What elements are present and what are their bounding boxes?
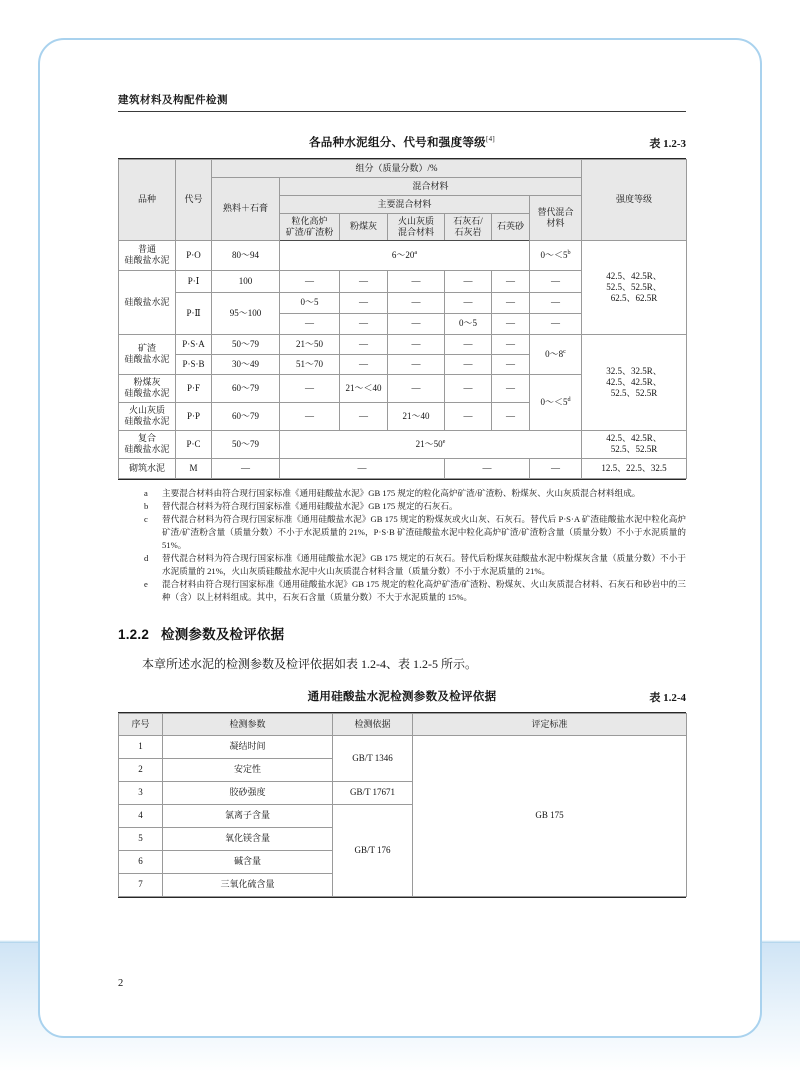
- strength-composite-line2: 52.5、52.5R: [610, 444, 658, 455]
- cell-basis-17671: GB/T 17671: [333, 781, 413, 804]
- cell-clinker-m: —: [212, 458, 280, 478]
- table1-caption-title: [118, 134, 686, 150]
- footnote-c-mark: c: [144, 514, 148, 525]
- cell-code-po: P·O: [176, 240, 212, 270]
- substitute-pfpp-value: 0～＜5: [540, 397, 568, 408]
- th-pozzolan-line2: 混合材料: [397, 226, 434, 237]
- footnote-b: [144, 500, 686, 513]
- footnote-a-text: 主要混合材料由符合现行国家标准《通用硅酸盐水泥》GB 175 规定的粒化高炉矿渣/矿渣粉、粉煤灰、火山灰质混合材料组成。: [162, 487, 641, 498]
- cell-quartz-psa: —: [492, 334, 530, 354]
- running-head: [118, 92, 686, 112]
- th-clinker-gypsum: 熟料＋石膏: [212, 178, 280, 241]
- cell-pozzolan-p2a: —: [388, 292, 445, 313]
- cell-substitute-p1: —: [530, 270, 582, 292]
- page-number: 2: [118, 978, 124, 989]
- table-row: [119, 735, 687, 758]
- variety-flyash-line2: 硅酸盐水泥: [124, 388, 170, 399]
- cell-param-2: 安定性: [163, 758, 333, 781]
- cell-code-psa: P·S·A: [176, 334, 212, 354]
- table2-body: [119, 735, 687, 896]
- th-blending: 混合材料: [280, 178, 582, 196]
- cell-clinker-p2: 95～100: [212, 292, 280, 334]
- cell-strength-composite: [582, 430, 687, 458]
- cell-param-5: 氧化镁含量: [163, 827, 333, 850]
- spacer: [118, 674, 686, 688]
- footnote-e-text: 混合材料由符合现行国家标准《通用硅酸盐水泥》GB 175 规定的粒化高炉矿渣/矿渣粉、粉煤灰、火山灰质混合材料、石灰石和砂岩中的三种（含）以上材料组成。其中，石灰石含量（质量分数）不大于水泥质量的 15%。: [162, 579, 686, 603]
- cell-code-psb: P·S·B: [176, 354, 212, 374]
- cell-code-p2: P·Ⅱ: [176, 292, 212, 334]
- variety-pozzolan-line1: 火山灰质: [128, 405, 165, 416]
- th-serial-no: 序号: [119, 713, 163, 735]
- cell-param-7: 三氧化硫含量: [163, 873, 333, 896]
- cell-standard-gb175: GB 175: [413, 735, 687, 896]
- substitute-pfpp-sup: d: [567, 396, 571, 404]
- merged-main-pc-value: 21～50: [415, 439, 443, 450]
- cell-flyash-pp: —: [340, 402, 388, 430]
- cell-no-6: 6: [119, 850, 163, 873]
- footnote-d-mark: d: [144, 553, 149, 564]
- strength-mid-line3: 52.5、52.5R: [610, 387, 658, 398]
- th-fly-ash: 粉煤灰: [340, 214, 388, 241]
- cell-limestone-p1: —: [445, 270, 492, 292]
- cell-strength-masonry: 12.5、22.5、32.5: [582, 458, 687, 478]
- table1-head: [119, 160, 687, 241]
- cell-merged-main-pc: [280, 430, 582, 458]
- cell-limestone-psb: —: [445, 354, 492, 374]
- th-evaluation-standard: 评定标准: [413, 713, 687, 735]
- cell-code-p1: P·Ⅰ: [176, 270, 212, 292]
- cell-variety-masonry: 砌筑水泥: [119, 458, 176, 478]
- cell-substitute-pf-pp: [530, 374, 582, 430]
- variety-po-line1: 普通: [137, 244, 156, 255]
- cell-flyash-pf: 21～＜40: [340, 374, 388, 402]
- cell-limestone-pp: —: [445, 402, 492, 430]
- th-limestone: [445, 214, 492, 241]
- cell-param-4: 氯离子含量: [163, 804, 333, 827]
- th-limestone-line2: 石灰岩: [454, 226, 482, 237]
- th-main-blending: 主要混合材料: [280, 196, 530, 214]
- cell-code-pc: P·C: [176, 430, 212, 458]
- cell-flyash-p1: —: [340, 270, 388, 292]
- cell-quartz-psb: —: [492, 354, 530, 374]
- cell-quartz-pf: —: [492, 374, 530, 402]
- table-row: [119, 430, 687, 458]
- table-row: [119, 334, 687, 354]
- cell-merged-m-b: —: [445, 458, 530, 478]
- cell-merged-m-c: —: [530, 458, 582, 478]
- merged-main-po-sup: a: [414, 249, 418, 257]
- th-pozzolan: [388, 214, 445, 241]
- cell-substitute-po: [530, 240, 582, 270]
- page-inner: [40, 40, 760, 1036]
- th-slag-line2: 矿渣/矿渣粉: [285, 226, 334, 237]
- table2-caption-title: 通用硅酸盐水泥检测参数及检评依据: [307, 690, 497, 703]
- table2-caption: [118, 688, 686, 710]
- cell-quartz-p2b: —: [492, 313, 530, 334]
- cell-flyash-p2a: —: [340, 292, 388, 313]
- th-strength-grade: 强度等级: [582, 160, 687, 241]
- cell-variety-slag: [119, 334, 176, 374]
- substitute-slag-value: 0～8: [545, 349, 564, 360]
- cell-clinker-po: 80～94: [212, 240, 280, 270]
- strength-mid-line1: 32.5、32.5R、: [606, 365, 662, 376]
- cell-pozzolan-pf: —: [388, 374, 445, 402]
- cell-basis-176: GB/T 176: [333, 804, 413, 896]
- strength-mid-line2: 42.5、42.5R、: [606, 376, 662, 387]
- variety-pozzolan-line2: 硅酸盐水泥: [124, 416, 170, 427]
- cell-quartz-p1: —: [492, 270, 530, 292]
- merged-main-po-value: 6～20: [391, 250, 415, 261]
- cell-slag-pf: —: [280, 374, 340, 402]
- cell-variety-portland: 硅酸盐水泥: [119, 270, 176, 334]
- cell-no-3: 3: [119, 781, 163, 804]
- th-slag-line1: 粒化高炉: [291, 216, 328, 226]
- th-variety: 品种: [119, 160, 176, 241]
- th-code: 代号: [176, 160, 212, 241]
- table1-caption-superscript: [4]: [485, 135, 496, 144]
- th-composition: 组分（质量分数）/%: [212, 160, 582, 178]
- cell-basis-1346: GB/T 1346: [333, 735, 413, 781]
- th-substitute-line2: 材料: [546, 217, 565, 228]
- footnote-d: [144, 552, 686, 578]
- strength-composite-line1: 42.5、42.5R、: [606, 433, 662, 444]
- cell-clinker-pf: 60～79: [212, 374, 280, 402]
- section-number: 1.2.2: [118, 626, 150, 642]
- cell-slag-psa: 21～50: [280, 334, 340, 354]
- footnote-c: [144, 513, 686, 552]
- th-granulated-slag: [280, 214, 340, 241]
- cell-merged-main-po: [280, 240, 530, 270]
- cell-slag-pp: —: [280, 402, 340, 430]
- table1-footnotes: [118, 487, 686, 605]
- footnote-e: [144, 578, 686, 604]
- variety-po-line2: 硅酸盐水泥: [124, 255, 170, 266]
- variety-composite-line1: 复合: [137, 433, 156, 444]
- cell-limestone-p2b: 0～5: [445, 313, 492, 334]
- cell-param-6: 碱含量: [163, 850, 333, 873]
- table2-wrapper: [118, 712, 686, 898]
- running-head-text: 建筑材料及构配件检测: [118, 95, 228, 106]
- table-row: [119, 458, 687, 478]
- footnote-a: [144, 487, 686, 500]
- table1-wrapper: [118, 158, 686, 480]
- cell-merged-m-a: —: [280, 458, 445, 478]
- cell-pozzolan-p1: —: [388, 270, 445, 292]
- variety-slag-line1: 矿渣: [137, 343, 156, 354]
- cell-limestone-psa: —: [445, 334, 492, 354]
- variety-slag-line2: 硅酸盐水泥: [124, 354, 170, 365]
- footnote-c-text: 替代混合材料为符合现行国家标准《通用硅酸盐水泥》GB 175 规定的粉煤灰或火山灰、石灰石。替代后 P·S·A 矿渣硅酸盐水泥中粒化高炉矿渣/矿渣粉含量（质量分数）不小于水泥质量的 21%，P·S·B 矿渣硅酸盐水泥中粒化高炉矿渣/矿渣粉含量（质量分数）不小于水泥质量的 51%。: [162, 514, 686, 551]
- cell-variety-composite: [119, 430, 176, 458]
- footnote-d-text: 替代混合材料为符合现行国家标准《通用硅酸盐水泥》GB 175 规定的石灰石。替代后粉煤灰硅酸盐水泥中粉煤灰含量（质量分数）不小于水泥质量的 21%，火山灰质硅酸盐水泥中火山灰质混合材料含量（质量分数）不小于水泥质量的 21%。: [162, 553, 686, 577]
- cell-slag-psb: 51～70: [280, 354, 340, 374]
- cell-flyash-psa: —: [340, 334, 388, 354]
- cell-no-2: 2: [119, 758, 163, 781]
- th-test-basis: 检测依据: [333, 713, 413, 735]
- footnote-b-mark: b: [144, 501, 149, 511]
- cell-pozzolan-pp: 21～40: [388, 402, 445, 430]
- footnote-e-mark: e: [144, 579, 148, 590]
- cell-limestone-p2a: —: [445, 292, 492, 313]
- table1-caption-title-text: 各品种水泥组分、代号和强度等级: [308, 137, 486, 149]
- cell-no-7: 7: [119, 873, 163, 896]
- table2-head-row: [119, 713, 687, 735]
- cell-param-3: 胶砂强度: [163, 781, 333, 804]
- cell-substitute-slag: [530, 334, 582, 374]
- substitute-slag-sup: c: [563, 348, 566, 356]
- cell-pozzolan-psa: —: [388, 334, 445, 354]
- table-row: [119, 240, 687, 270]
- cell-pozzolan-p2b: —: [388, 313, 445, 334]
- cell-strength-mid: [582, 334, 687, 430]
- th-limestone-line1: 石灰石/: [453, 216, 483, 226]
- cell-quartz-p2a: —: [492, 292, 530, 313]
- section-heading: [118, 623, 686, 643]
- cell-pozzolan-psb: —: [388, 354, 445, 374]
- cell-variety-po: [119, 240, 176, 270]
- cell-no-1: 1: [119, 735, 163, 758]
- footnote-b-text: 替代混合材料为符合现行国家标准《通用硅酸盐水泥》GB 175 规定的石灰石。: [162, 501, 458, 511]
- th-test-parameter: 检测参数: [163, 713, 333, 735]
- cell-clinker-pc: 50～79: [212, 430, 280, 458]
- cell-clinker-p1: 100: [212, 270, 280, 292]
- cell-variety-pozzolan: [119, 402, 176, 430]
- cell-quartz-pp: —: [492, 402, 530, 430]
- th-quartz-sand: 石英砂: [492, 214, 530, 241]
- cell-substitute-p2a: —: [530, 292, 582, 313]
- cell-flyash-psb: —: [340, 354, 388, 374]
- cell-no-5: 5: [119, 827, 163, 850]
- cell-flyash-p2b: —: [340, 313, 388, 334]
- table1-head-row-1: [119, 160, 687, 178]
- cell-clinker-psa: 50～79: [212, 334, 280, 354]
- page-content: [118, 134, 686, 898]
- cell-no-4: 4: [119, 804, 163, 827]
- variety-flyash-line1: 粉煤灰: [133, 377, 161, 388]
- cell-limestone-pf: —: [445, 374, 492, 402]
- cell-slag-p1: —: [280, 270, 340, 292]
- section-paragraph: 本章所述水泥的检测参数及检评依据如表 1.2-4、表 1.2-5 所示。: [142, 656, 477, 671]
- substitute-po-value: 0～＜5: [540, 250, 568, 261]
- document-page: [38, 38, 762, 1038]
- th-substitute-line1: 替代混合: [537, 207, 574, 217]
- cell-variety-flyash: [119, 374, 176, 402]
- strength-portland-line1: 42.5、42.5R、: [606, 270, 662, 281]
- strength-portland-line3: 62.5、62.5R: [610, 292, 658, 303]
- table1-body: [119, 240, 687, 478]
- running-head-rule: [118, 111, 686, 112]
- strength-portland-line2: 52.5、52.5R、: [606, 281, 662, 292]
- cell-slag-p2b: —: [280, 313, 340, 334]
- cell-slag-p2a: 0～5: [280, 292, 340, 313]
- cell-clinker-pp: 60～79: [212, 402, 280, 430]
- cell-code-pf: P·F: [176, 374, 212, 402]
- cell-strength-portland: [582, 240, 687, 334]
- cell-code-pp: P·P: [176, 402, 212, 430]
- cement-composition-table: [118, 159, 687, 479]
- variety-composite-line2: 硅酸盐水泥: [124, 444, 170, 455]
- cell-param-1: 凝结时间: [163, 735, 333, 758]
- footnote-a-mark: a: [144, 487, 148, 498]
- table1-caption-number: 表 1.2-3: [649, 138, 686, 150]
- cell-substitute-p2b: —: [530, 313, 582, 334]
- th-substitute-blending: [530, 196, 582, 241]
- table2-head: [119, 713, 687, 735]
- table2-caption-number: 表 1.2-4: [649, 691, 686, 704]
- section-title: 检测参数及检评依据: [161, 626, 285, 642]
- cement-test-params-table: [118, 713, 687, 897]
- cell-clinker-psb: 30～49: [212, 354, 280, 374]
- table1-caption: [118, 134, 686, 156]
- th-pozzolan-line1: 火山灰质: [397, 216, 434, 226]
- merged-main-pc-sup: e: [442, 438, 446, 446]
- substitute-po-sup: b: [567, 249, 571, 257]
- cell-code-m: M: [176, 458, 212, 478]
